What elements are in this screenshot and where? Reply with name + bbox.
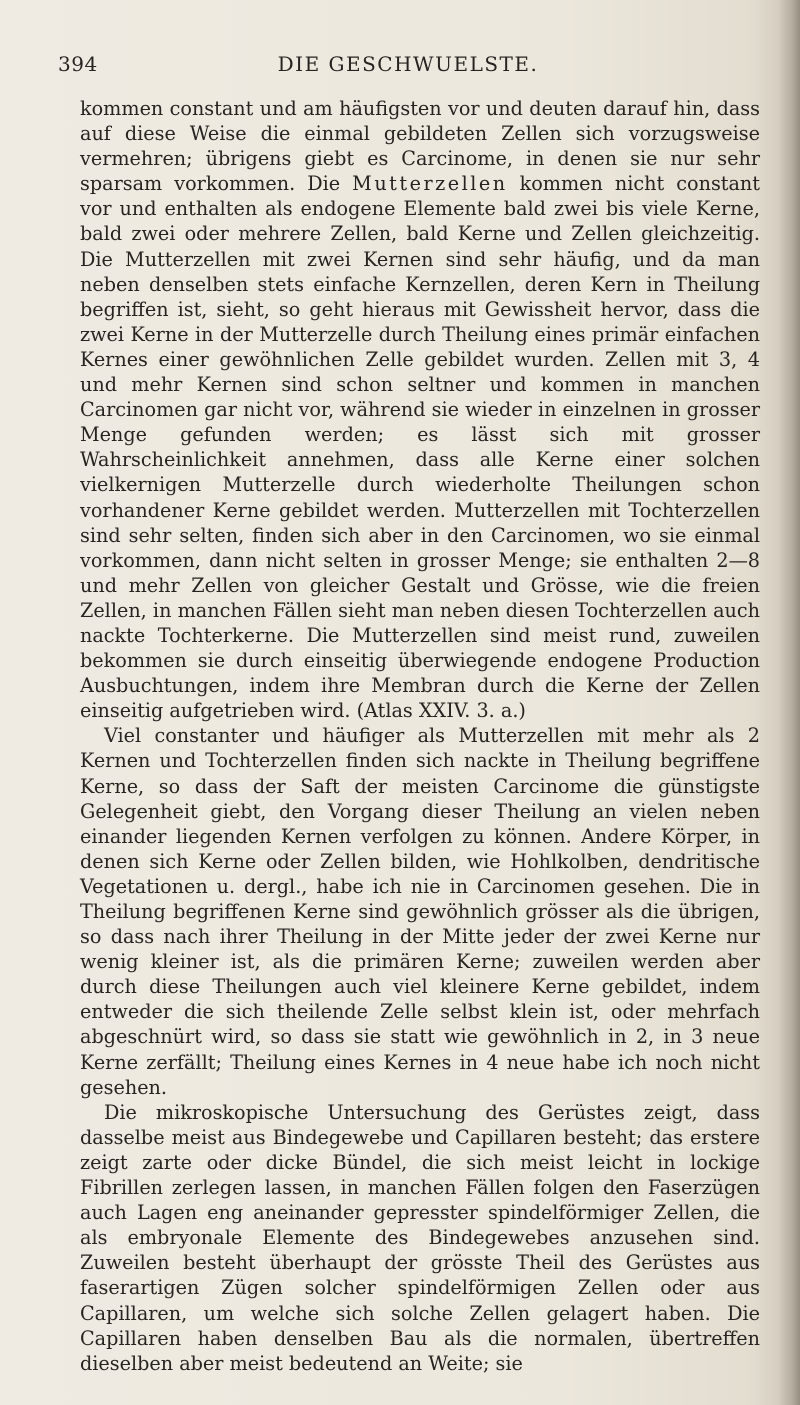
- running-head: [58, 52, 758, 82]
- page-edge-shadow: [778, 0, 800, 1405]
- paragraph-3: Die mikroskopische Untersuchung des Gerüstes zeigt, dass dasselbe meist aus Bindegewebe und Capillaren besteht; das erstere zeigt zarte oder dicke Bündel, die sich meist leicht in lockige Fibrillen zerlegen lassen, in manchen Fällen folgen den Faserzügen auch Lagen eng aneinander gepresster spindelförmiger Zellen, die als embryonale Elemente des Bindegewebes anzusehen sind. Zuweilen besteht überhaupt der grösste Theil des Gerüstes aus faserartigen Zügen solcher spindelförmigen Zellen oder aus Capillaren, um welche sich solche Zellen gelagert haben. Die Capillaren haben denselben Bau als die normalen, übertreffen dieselben aber meist bedeutend an Weite; sie: [80, 1100, 760, 1375]
- paragraph-1-text-before: kommen constant und am häufigsten vor und deuten darauf hin, dass auf diese Weise die einmal gebildeten Zellen sich vorzugsweise vermehren; übrigens giebt es Carcinome, in denen sie nur sehr sparsam vorkommen. Die: [80, 97, 760, 196]
- paragraph-1-text-after: kommen nicht constant vor und enthalten als endogene Elemente bald zwei bis viele Kerne, bald zwei oder mehrere Zellen, bald Kerne und Zellen gleichzeitig. Die Mutterzellen mit zwei Kernen sind sehr häufig, und da man neben denselben stets einfache Kernzellen, deren Kern in Theilung begriffen ist, sieht, so geht hieraus mit Gewissheit hervor, dass die zwei Kerne in der Mutterzelle durch Theilung eines primär einfachen Kernes einer gewöhnlichen Zelle gebildet wurden. Zellen mit 3, 4 und mehr Kernen sind schon seltner und kommen in manchen Carcinomen gar nicht vor, während sie wieder in einzelnen in grosser Menge gefunden werden; es lässt sich mit grosser Wahrscheinlichkeit annehmen, dass alle Kerne einer solchen vielkernigen Mutterzelle durch wiederholte Theilungen schon vorhandener Kerne gebildet werden. Mutterzellen mit Tochterzellen sind sehr selten, finden sich aber in den Carcinomen, wo sie einmal vorkommen, dann nicht selten in grosser Menge; sie enthalten 2—8 und mehr Zellen von gleicher Gestalt und Grösse, wie die freien Zellen, in manchen Fällen sieht man neben diesen Tochterzellen auch nackte Tochterkerne. Die Mutterzellen sind meist rund, zuweilen bekommen sie durch einseitig überwiegende endogene Production Ausbuchtungen, indem ihre Membran durch die Kerne der Zellen einseitig aufgetrieben wird. (Atlas XXIV. 3. a.): [80, 172, 761, 723]
- body-text: [80, 96, 760, 1376]
- running-title: DIE GESCHWUELSTE.: [277, 52, 539, 76]
- paragraph-2: Viel constanter und häufiger als Mutterzellen mit mehr als 2 Kernen und Tochterzellen finden sich nackte in Theilung begriffene Kerne, so dass der Saft der meisten Carcinome die günstigste Gelegenheit giebt, den Vorgang dieser Theilung an vielen neben einander liegenden Kernen verfolgen zu können. Andere Körper, in denen sich Kerne oder Zellen bilden, wie Hohlkolben, dendritische Vegetationen u. dergl., habe ich nie in Carcinomen gesehen. Die in Theilung begriffenen Kerne sind gewöhnlich grösser als die übrigen, so dass nach ihrer Theilung in der Mitte jeder der zwei Kerne nur wenig kleiner ist, als die primären Kerne; zuweilen werden aber durch diese Theilungen auch viel kleinere Kerne gebildet, indem entweder die sich theilende Zelle selbst klein ist, oder mehrfach abgeschnürt wird, so dass sie statt wie gewöhnlich in 2, in 3 neue Kerne zerfällt; Theilung eines Kernes in 4 neue habe ich noch nicht gesehen.: [80, 724, 760, 1099]
- emphasis-mutterzellen: Mutterzellen: [352, 172, 508, 196]
- page-number: 394: [58, 52, 98, 76]
- paragraph-1: [80, 96, 760, 723]
